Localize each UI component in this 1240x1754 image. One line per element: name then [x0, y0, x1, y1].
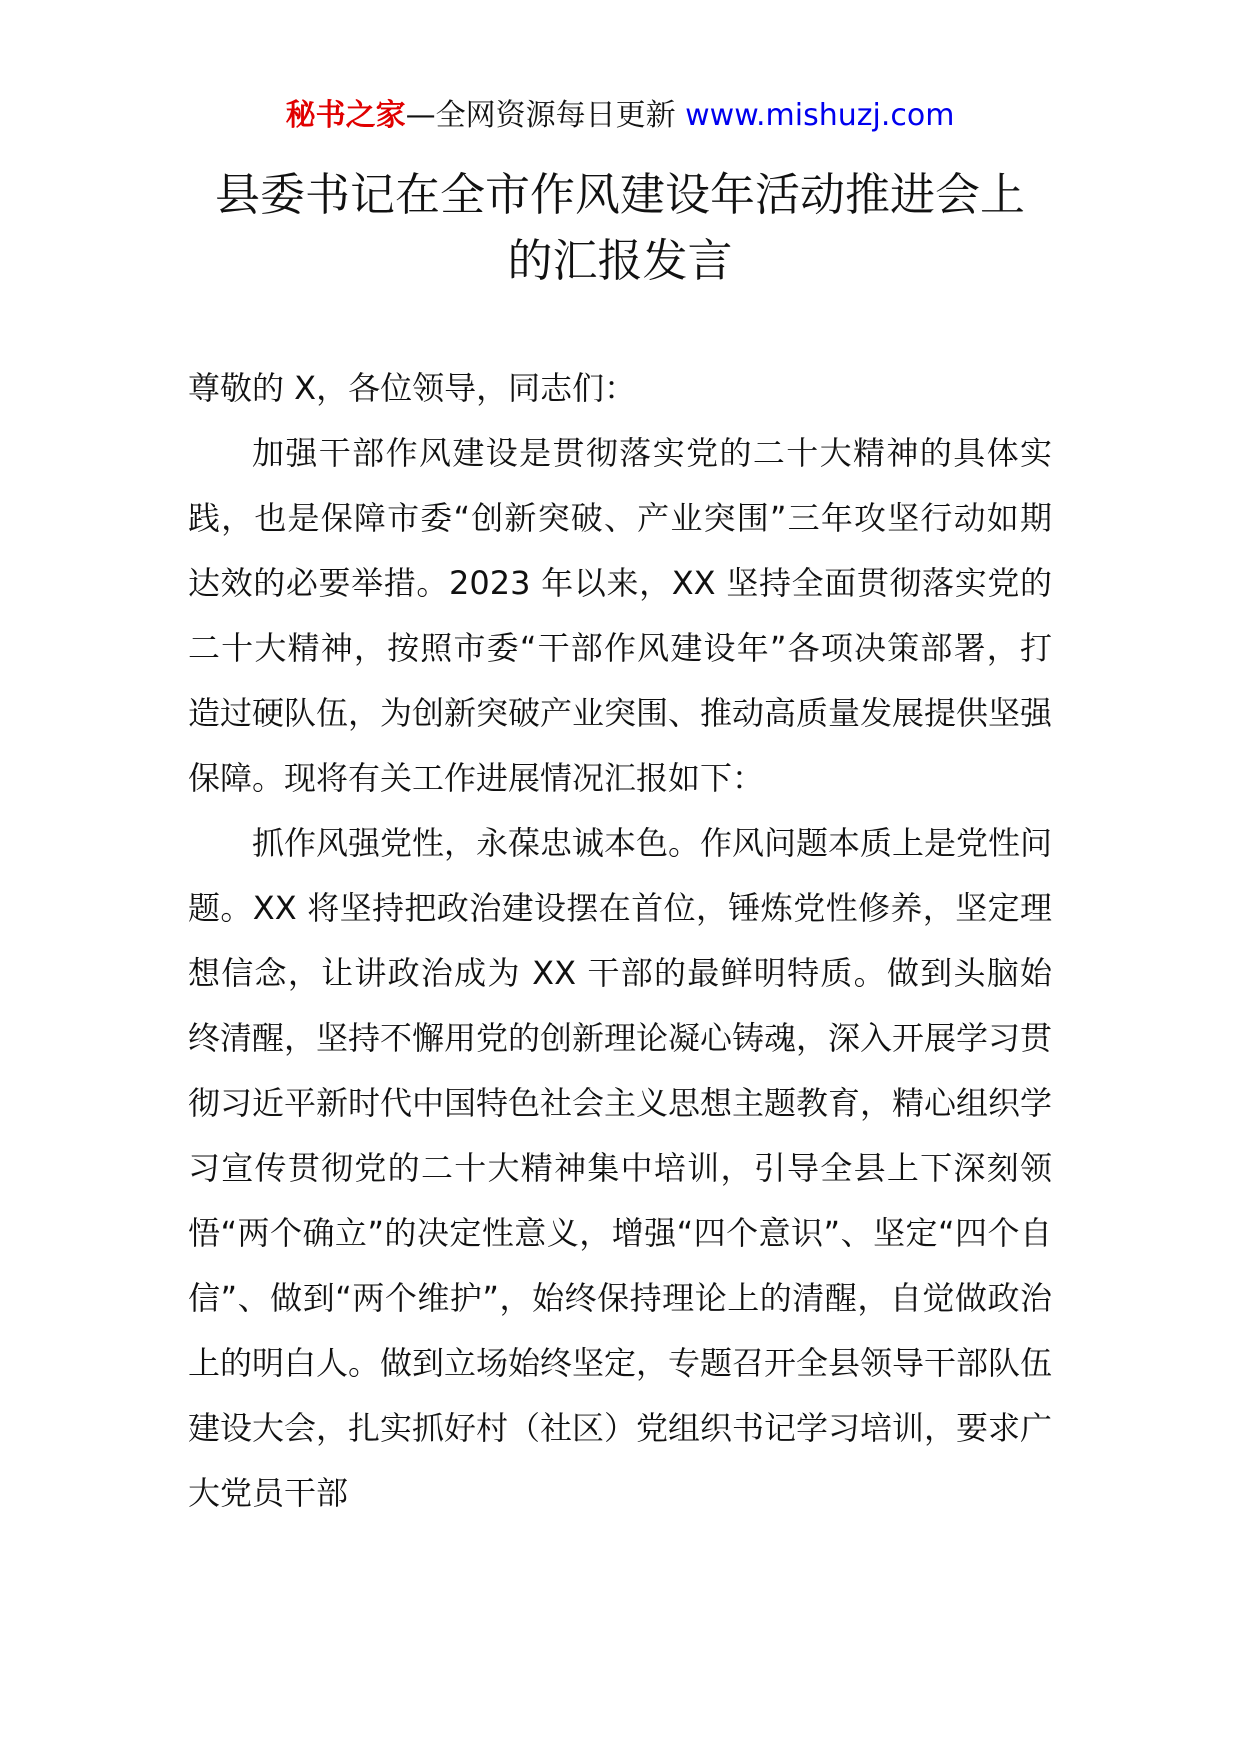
title-line-1: 县委书记在全市作风建设年活动推进会上 [214, 168, 1025, 221]
paragraph-2: 抓作风强党性，永葆忠诚本色。作风问题本质上是党性问题。XX 将坚持把政治建设摆在首位，锤炼党性修养，坚定理想信念，让讲政治成为 XX 干部的最鲜明特质。做到头脑始终清醒，坚持不懈用党的创新理论凝心铸魂，深入开展学习贯彻习近平新时代中国特色社会主义思想主题教育，精心组织学习宣传贯彻党的二十大精神集中培训，引导全县上下深刻领悟“两个确立”的决定性意义，增强“四个意识”、坚定“四个自信”、做到“两个维护”，始终保持理论上的清醒，自觉做政治上的明白人。做到立场始终坚定，专题召开全县领导干部队伍建设大会，扎实抓好村（社区）党组织书记学习培训，要求广大党员干部 [188, 824, 1053, 1512]
brand-name: 秘书之家 [285, 98, 406, 133]
paragraph-1: 加强干部作风建设是贯彻落实党的二十大精神的具体实践，也是保障市委“创新突破、产业突围”三年攻坚行动如期达效的必要举措。2023 年以来，XX 坚持全面贯彻落实党的二十大精神，按照市委“干部作风建设年”各项决策部署，打造过硬队伍，为创新突破产业突围、推动高质量发展提供坚强保障。现将有关工作进展情况汇报如下： [188, 434, 1053, 797]
document-body [188, 356, 1052, 1526]
header-slogan: —全网资源每日更新 [405, 98, 686, 133]
site-url-link[interactable]: www.mishuzj.com [685, 98, 955, 133]
site-header [0, 96, 1240, 136]
document-title [0, 162, 1240, 294]
title-line-2: 的汇报发言 [507, 234, 733, 287]
salutation: 尊敬的 X，各位领导，同志们： [188, 369, 637, 407]
